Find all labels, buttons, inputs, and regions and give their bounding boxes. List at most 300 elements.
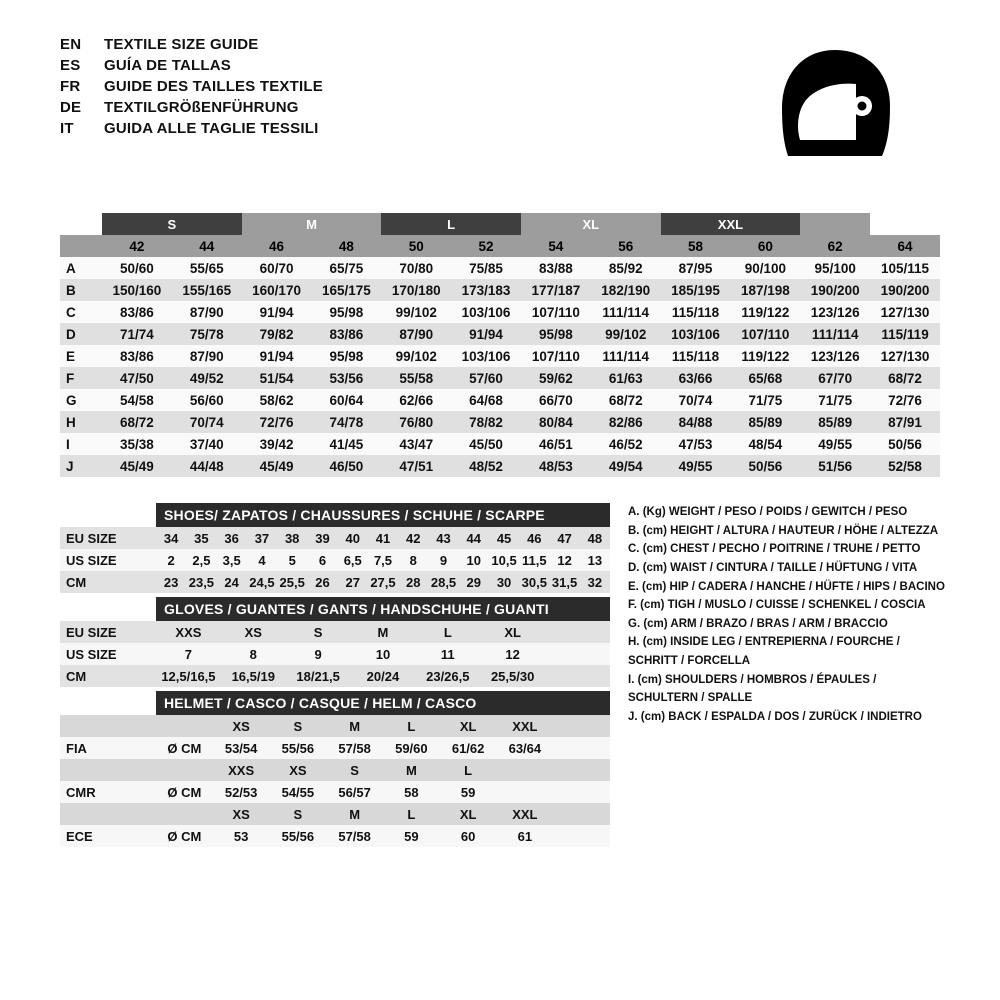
cell: 177/187	[531, 282, 581, 298]
cell: 68/72	[608, 392, 643, 408]
cell: 91/94	[259, 304, 294, 320]
cell: 53/54	[224, 740, 258, 756]
cell: 65/68	[748, 370, 783, 386]
cell: 119/122	[741, 304, 790, 320]
table-row	[60, 367, 940, 389]
language-row	[60, 99, 323, 116]
cell: 57/58	[338, 740, 371, 756]
cell: 10	[375, 646, 391, 662]
table-row	[60, 549, 610, 571]
cell: 95/100	[814, 260, 856, 276]
helmet-size	[497, 759, 554, 781]
cell: 68/72	[120, 414, 154, 430]
cell: 49/52	[189, 370, 224, 386]
numeric-size: 44	[199, 238, 215, 254]
row-label: ECE	[66, 828, 93, 844]
cell: 78/82	[469, 414, 503, 430]
language-title: GUÍA DE TALLAS	[104, 57, 231, 74]
cell: 3,5	[222, 552, 241, 568]
cell: 60/70	[259, 260, 294, 276]
cell: 59	[460, 784, 476, 800]
cell: 49/55	[678, 458, 713, 474]
header	[60, 30, 940, 179]
cell: 11	[440, 646, 455, 662]
legend-line: H. (cm) INSIDE LEG / ENTREPIERNA / FOURCHE /	[628, 636, 900, 649]
cell: 165/175	[321, 282, 371, 298]
cell: 70/74	[189, 414, 224, 430]
cell: 45/49	[259, 458, 294, 474]
cell: S	[313, 624, 323, 640]
cell: 31,5	[551, 574, 578, 590]
cell: 11,5	[522, 552, 547, 568]
cell: 59/60	[395, 740, 428, 756]
cell: 85/92	[608, 260, 643, 276]
helmet-header-spacer	[60, 715, 156, 737]
cell: 12,5/16,5	[161, 668, 216, 684]
cell: 9	[439, 552, 448, 568]
cell: 63/66	[678, 370, 713, 386]
helmet-size: XL	[459, 806, 477, 822]
row-label: B	[66, 282, 76, 298]
language-row	[60, 36, 323, 53]
cell: 103/106	[461, 304, 511, 320]
helmet-size-empty	[553, 803, 610, 825]
cell: 82/86	[608, 414, 643, 430]
row-label: G	[66, 392, 77, 408]
cell: 47/53	[678, 436, 713, 452]
helmet-size-header-row	[60, 803, 610, 825]
row-label: D	[66, 326, 76, 342]
cell: 32	[587, 574, 603, 590]
cell: 9	[314, 646, 322, 662]
cell: 155/165	[182, 282, 232, 298]
cell: 123/126	[810, 348, 860, 364]
textile-size-table	[60, 213, 940, 477]
cell: 35/38	[120, 436, 154, 452]
cell: 103/106	[671, 326, 720, 342]
table-row	[60, 737, 610, 759]
legend-line: J. (cm) BACK / ESPALDA / DOS / ZURÜCK / INDIETRO	[628, 710, 922, 723]
cell: XXS	[175, 624, 202, 640]
cell: 37/40	[189, 436, 224, 452]
language-row	[60, 78, 323, 95]
cell: 111/114	[811, 326, 859, 342]
cell: 41/45	[329, 436, 364, 452]
cell	[545, 621, 610, 643]
helmet-header-spacer	[60, 803, 156, 825]
cell	[545, 665, 610, 687]
numeric-size: 46	[269, 238, 285, 254]
cell: 87/91	[888, 414, 922, 430]
helmet-size: M	[349, 806, 361, 822]
cell: 79/82	[259, 326, 294, 342]
shoes-table	[60, 527, 610, 593]
cell: 50/56	[748, 458, 783, 474]
cell: 10	[466, 552, 482, 568]
row-label: A	[66, 260, 76, 276]
cell: 49/54	[608, 458, 643, 474]
cell: 46/50	[329, 458, 364, 474]
cell: 80/84	[538, 414, 573, 430]
table-row	[60, 433, 940, 455]
helmet-unit: Ø CM	[167, 740, 202, 756]
helmet-unit-spacer	[156, 803, 213, 825]
cell: 190/200	[810, 282, 860, 298]
cell: 27	[345, 574, 360, 590]
cell: 45	[496, 530, 512, 546]
cell: 87/90	[189, 348, 224, 364]
cell: 84/88	[678, 414, 713, 430]
table-row	[60, 571, 610, 593]
table-row	[60, 825, 610, 847]
cell: 91/94	[469, 326, 503, 342]
cell: 6,5	[343, 552, 362, 568]
cell: 8	[249, 646, 257, 662]
cell: 55/58	[399, 370, 434, 386]
cell: 43/47	[399, 436, 434, 452]
cell: 56/57	[338, 784, 371, 800]
numeric-size-header-row	[60, 235, 940, 257]
row-label: E	[66, 348, 76, 364]
cell-empty	[553, 781, 610, 803]
row-label: FIA	[66, 740, 87, 756]
table-row	[60, 455, 940, 477]
cell: 24,5	[249, 574, 275, 590]
language-row	[60, 120, 323, 137]
cell: 13	[587, 552, 603, 568]
cell: 25,5	[279, 574, 305, 590]
cell: 72/76	[888, 392, 922, 408]
cell: L	[443, 624, 452, 640]
cell: 16,5/19	[231, 668, 275, 684]
cell: 44	[466, 530, 482, 546]
cell: 111/114	[602, 348, 649, 364]
band-size-l: L	[381, 213, 521, 235]
cell: 65/75	[329, 260, 364, 276]
helmet-size: XXS	[228, 762, 255, 778]
shoes-title: SHOES/ ZAPATOS / CHAUSSURES / SCHUHE / SCARPE	[156, 503, 610, 527]
cell: 75/85	[469, 260, 503, 276]
cell: 36	[224, 530, 239, 546]
helmet-size-header-row	[60, 715, 610, 737]
cell: 37	[254, 530, 270, 546]
cell: 90/100	[744, 260, 787, 276]
helmet-size-empty	[553, 759, 610, 781]
cell: 52/58	[888, 458, 922, 474]
table-row	[60, 345, 940, 367]
cell: 23	[163, 574, 179, 590]
cell: 71/75	[748, 392, 783, 408]
cell: 43	[436, 530, 451, 546]
language-code: FR	[60, 78, 81, 95]
cell: 107/110	[741, 326, 790, 342]
table-row	[60, 389, 940, 411]
cell: 85/89	[818, 414, 853, 430]
cell: XL	[504, 624, 521, 640]
row-label: CMR	[66, 784, 96, 800]
cell: 55/56	[281, 828, 315, 844]
legend-line: SCHRITT / FORCELLA	[628, 655, 751, 667]
cell: M	[377, 624, 389, 640]
helmet-size: L	[407, 806, 416, 822]
cell: 107/110	[531, 304, 580, 320]
legend-line: F. (cm) TIGH / MUSLO / CUISSE / SCHENKEL / COSCIA	[628, 599, 926, 612]
cell: 95/98	[538, 326, 573, 342]
cell: 57/58	[338, 828, 371, 844]
cell: 54/58	[120, 392, 154, 408]
cell: 123/126	[810, 304, 860, 320]
legend-line: B. (cm) HEIGHT / ALTURA / HAUTEUR / HÖHE / ALTEZZA	[628, 524, 939, 537]
cell: 27,5	[370, 574, 396, 590]
cell: 2	[167, 552, 175, 568]
cell: 61	[517, 828, 533, 844]
language-code: ES	[60, 57, 81, 74]
cell: 91/94	[259, 348, 294, 364]
helmet-size-header-row	[60, 759, 610, 781]
cell: 30,5	[521, 574, 547, 590]
cell: 70/74	[678, 392, 713, 408]
cell	[545, 643, 610, 665]
cell: 173/183	[461, 282, 511, 298]
cell: 66/70	[538, 392, 573, 408]
measurement-legend	[610, 503, 945, 851]
cell: 68/72	[888, 370, 922, 386]
cell: 61/62	[451, 740, 485, 756]
numeric-size: 52	[478, 238, 494, 254]
language-row	[60, 57, 323, 74]
cell: 87/90	[189, 304, 224, 320]
band-size-empty	[800, 213, 870, 235]
cell: 48/54	[748, 436, 783, 452]
numeric-header-spacer	[60, 235, 102, 257]
language-title: GUIDE DES TAILLES TEXTILE	[104, 78, 323, 95]
language-title: TEXTILGRÖßENFÜHRUNG	[104, 99, 299, 116]
cell: 44/48	[189, 458, 224, 474]
helmet-size: S	[350, 762, 359, 778]
cell: 72/76	[259, 414, 294, 430]
cell: 47/50	[120, 370, 154, 386]
cell: 115/119	[881, 326, 929, 342]
cell: 47	[557, 530, 572, 546]
numeric-size: 48	[338, 238, 354, 254]
language-title: GUIDA ALLE TAGLIE TESSILI	[104, 120, 319, 137]
table-row	[60, 301, 940, 323]
cell: 5	[288, 552, 296, 568]
cell-empty	[553, 825, 610, 847]
helmet-header-spacer	[60, 759, 156, 781]
cell: 42	[406, 530, 421, 546]
cell: 39/42	[259, 436, 294, 452]
cell: 52/53	[224, 784, 258, 800]
cell: 67/70	[818, 370, 853, 386]
cell: 6	[318, 552, 327, 568]
numeric-size: 56	[618, 238, 634, 254]
helmet-size: XXL	[512, 806, 538, 822]
cell: 58/62	[259, 392, 294, 408]
table-row	[60, 323, 940, 345]
cell: 50/60	[120, 260, 154, 276]
table-row	[60, 643, 610, 665]
helmet-size: XS	[289, 762, 307, 778]
cell: 48	[587, 530, 603, 546]
bottom-section	[60, 503, 945, 851]
band-size-xxl: XXL	[661, 213, 801, 235]
gloves-title: GLOVES / GUANTES / GANTS / HANDSCHUHE / GUANTI	[156, 597, 610, 621]
helmet-size: XL	[459, 718, 477, 734]
cell: 95/98	[329, 348, 364, 364]
helmet-size: M	[405, 762, 417, 778]
helmet-title: HELMET / CASCO / CASQUE / HELM / CASCO	[156, 691, 610, 715]
cell: 48/52	[469, 458, 503, 474]
helmet-size: XS	[232, 718, 250, 734]
numeric-size: 64	[897, 238, 913, 254]
cell: 60/64	[329, 392, 364, 408]
cell: 39	[315, 530, 330, 546]
row-label: CM	[66, 574, 87, 590]
cell: 23/26,5	[426, 668, 470, 684]
legend-line: A. (Kg) WEIGHT / PESO / POIDS / GEWITCH / PESO	[628, 506, 908, 518]
helmet-unit: Ø CM	[167, 828, 202, 844]
cell: 127/130	[880, 348, 930, 364]
table-row	[60, 257, 940, 279]
row-label: EU SIZE	[66, 624, 117, 640]
cell: 30	[496, 574, 512, 590]
legend-line: C. (cm) CHEST / PECHO / POITRINE / TRUHE / PETTO	[628, 543, 921, 556]
cell: 83/86	[120, 348, 154, 364]
cell: 71/75	[818, 392, 853, 408]
cell: 74/78	[329, 414, 364, 430]
band-size-s: S	[102, 213, 242, 235]
cell: 56/60	[189, 392, 224, 408]
cell: 4	[258, 552, 266, 568]
cell: 185/195	[671, 282, 720, 298]
cell-empty	[553, 737, 610, 759]
cell: 48/53	[538, 458, 573, 474]
cell: 50/56	[888, 436, 922, 452]
cell: 160/170	[252, 282, 301, 298]
cell: 28,5	[430, 574, 457, 590]
gloves-table	[60, 621, 610, 687]
legend-line: G. (cm) ARM / BRAZO / BRAS / ARM / BRACCIO	[628, 617, 888, 630]
cell: 62/66	[399, 392, 434, 408]
table-row	[60, 621, 610, 643]
cell: 45/50	[469, 436, 503, 452]
cell: 24	[224, 574, 239, 590]
legend-line: E. (cm) HIP / CADERA / HANCHE / HÜFTE / HIPS / BACINO	[628, 580, 945, 593]
cell: 103/106	[461, 348, 511, 364]
cell: 87/90	[399, 326, 434, 342]
cell: 61/63	[608, 370, 643, 386]
band-label-empty	[60, 213, 102, 235]
cell: 49/55	[818, 436, 853, 452]
helmet-unit-spacer	[156, 715, 213, 737]
cell: 47/51	[399, 458, 434, 474]
cell: 170/180	[391, 282, 441, 298]
numeric-size: 58	[688, 238, 704, 254]
cell: 119/122	[741, 348, 790, 364]
cell: 41	[375, 530, 391, 546]
helmet-icon	[770, 44, 900, 179]
cell: 25,5/30	[490, 668, 535, 684]
cell: 26	[315, 574, 330, 590]
cell: 12	[505, 646, 520, 662]
cell: 99/102	[395, 348, 437, 364]
cell: 53	[233, 828, 249, 844]
cell: 59/62	[538, 370, 573, 386]
numeric-size: 50	[408, 238, 424, 254]
table-row	[60, 527, 610, 549]
cell: 10,5	[491, 552, 517, 568]
row-label: I	[66, 436, 70, 452]
row-label: CM	[66, 668, 87, 684]
helmet-size-empty	[553, 715, 610, 737]
cell: 63/64	[508, 740, 542, 756]
table-row	[60, 781, 610, 803]
cell: 115/118	[671, 304, 720, 320]
cell: 12	[557, 552, 572, 568]
row-label: US SIZE	[66, 552, 117, 568]
letter-size-band-row	[60, 213, 940, 235]
cell: 59	[404, 828, 419, 844]
cell: 115/118	[671, 348, 720, 364]
cell: 28	[406, 574, 421, 590]
cell: 85/89	[748, 414, 783, 430]
cell: 83/86	[329, 326, 364, 342]
cell: 83/88	[538, 260, 573, 276]
numeric-size: 60	[757, 238, 773, 254]
cell: 55/56	[281, 740, 315, 756]
cell: 87/95	[678, 260, 713, 276]
cell: 111/114	[602, 304, 649, 320]
helmet-size: XS	[232, 806, 250, 822]
cell: 18/21,5	[296, 668, 340, 684]
cell: 190/200	[880, 282, 930, 298]
band-size-m: M	[242, 213, 382, 235]
cell: 54/55	[281, 784, 315, 800]
cell: 182/190	[601, 282, 651, 298]
numeric-size: 42	[129, 238, 145, 254]
sub-tables	[60, 503, 610, 851]
gloves-section	[60, 597, 610, 687]
cell: 29	[466, 574, 482, 590]
cell: 38	[284, 530, 300, 546]
cell: 105/115	[881, 260, 930, 276]
cell: 99/102	[395, 304, 437, 320]
row-label: J	[66, 458, 74, 474]
helmet-size: L	[464, 762, 473, 778]
cell: 46/51	[538, 436, 573, 452]
cell: 34	[163, 530, 179, 546]
helmet-size: L	[407, 718, 416, 734]
cell: 46	[527, 530, 542, 546]
cell: 107/110	[531, 348, 580, 364]
language-list	[60, 36, 323, 141]
cell: 95/98	[329, 304, 364, 320]
helmet-section	[60, 691, 610, 847]
shoes-section	[60, 503, 610, 593]
cell: 53/56	[329, 370, 364, 386]
table-row	[60, 411, 940, 433]
row-label: EU SIZE	[66, 530, 117, 546]
cell: 71/74	[120, 326, 154, 342]
legend-line: I. (cm) SHOULDERS / HOMBROS / ÉPAULES /	[628, 673, 877, 686]
table-row	[60, 665, 610, 687]
cell: 99/102	[605, 326, 647, 342]
cell: 187/198	[740, 282, 790, 298]
language-code: DE	[60, 99, 82, 116]
cell: 58	[404, 784, 419, 800]
cell: 20/24	[366, 668, 400, 684]
